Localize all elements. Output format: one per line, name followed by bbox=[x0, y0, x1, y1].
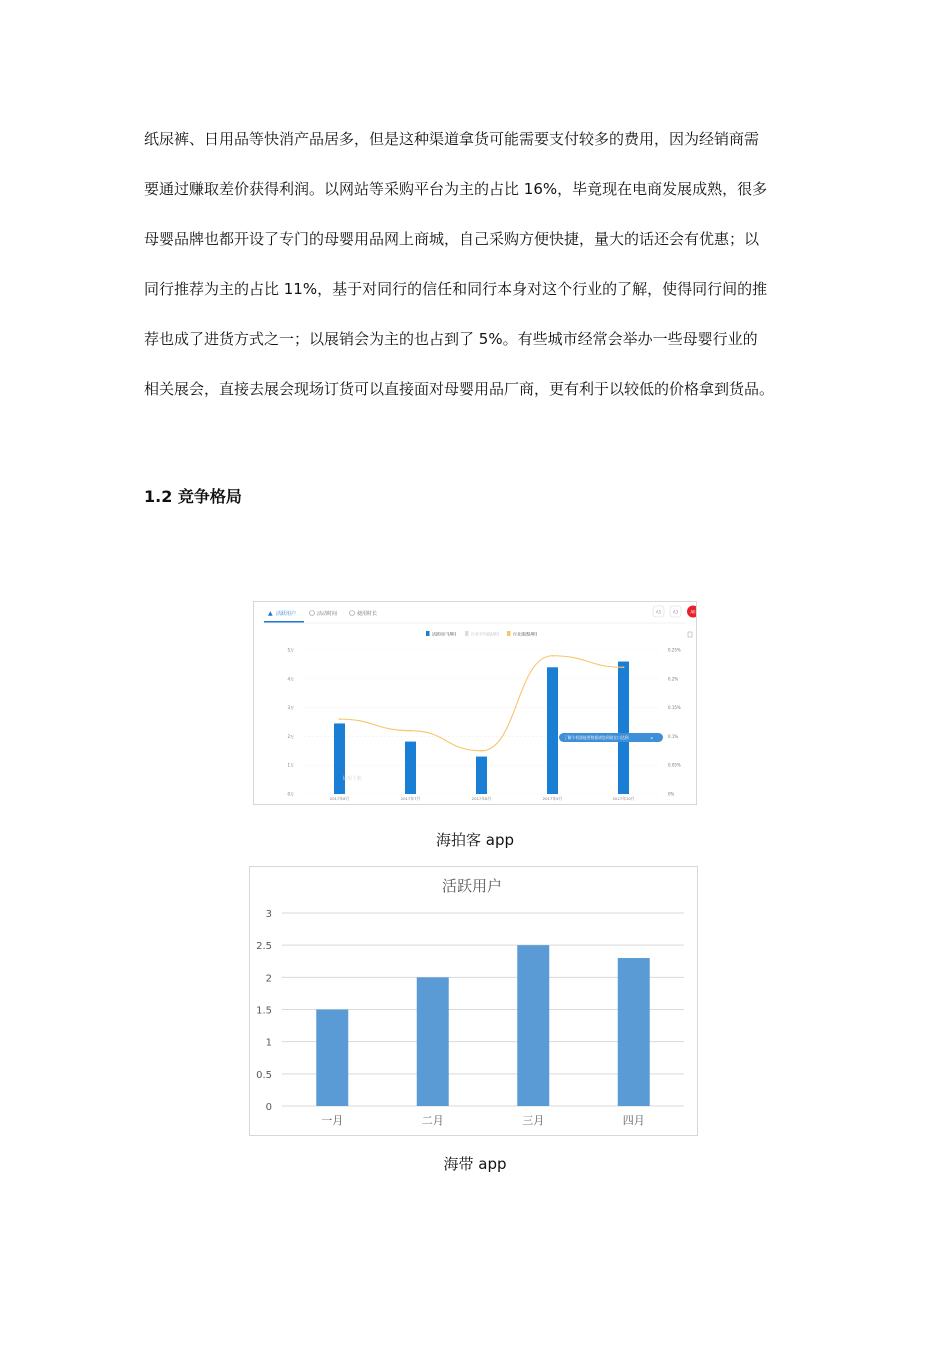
y-tick-label: 0 bbox=[265, 1102, 272, 1113]
x-tick-label: 2017年7月 bbox=[400, 796, 421, 801]
badge-a5-label: A5 bbox=[655, 609, 662, 615]
body-line: 同行推荐为主的占比 11%，基于对同行的信任和同行本身对这个行业的了解，使得同行间的推 bbox=[144, 280, 768, 298]
bar[interactable] bbox=[476, 757, 487, 794]
badge-a3-label: A3 bbox=[672, 609, 679, 615]
x-tick-label: 2017年8月 bbox=[471, 796, 492, 801]
bar[interactable] bbox=[618, 662, 629, 794]
y-tick-label: 1.5 bbox=[256, 1005, 272, 1017]
y-axis-ticks bbox=[287, 647, 294, 797]
legend-item-bar: 活跃用户(All) bbox=[432, 631, 457, 637]
download-icon[interactable] bbox=[688, 632, 692, 637]
tab-active-time[interactable]: 活动时间 bbox=[317, 611, 338, 617]
y2-axis-ticks bbox=[668, 648, 681, 797]
bar-series bbox=[316, 945, 650, 1106]
haidai-chart bbox=[250, 867, 697, 1135]
line-point[interactable] bbox=[410, 730, 412, 732]
bar[interactable] bbox=[417, 977, 449, 1106]
line-point[interactable] bbox=[623, 666, 625, 668]
bar[interactable] bbox=[316, 1010, 348, 1107]
y2-tick-label: 0.2% bbox=[668, 676, 679, 682]
body-line: 要通过赚取差价获得利润。以网站等采购平台为主的占比 16%，毕竟现在电商发展成熟，很多 bbox=[144, 180, 768, 198]
bar[interactable] bbox=[618, 958, 650, 1106]
y-tick-label: 4万 bbox=[287, 676, 294, 682]
haipaike-chart-figure bbox=[253, 601, 697, 805]
x-tick-label: 二月 bbox=[421, 1114, 444, 1127]
line-point[interactable] bbox=[339, 718, 341, 720]
y-tick-label: 1万 bbox=[287, 762, 294, 768]
x-tick-label: 一月 bbox=[321, 1114, 344, 1127]
y-tick-label: 0.5 bbox=[256, 1069, 272, 1081]
y-tick-label: 5万 bbox=[287, 647, 294, 653]
badge-all-label: All bbox=[690, 609, 696, 615]
x-tick-label: 四月 bbox=[622, 1114, 645, 1127]
tooltip-close-icon[interactable]: × bbox=[650, 735, 654, 741]
bar[interactable] bbox=[547, 667, 558, 794]
body-line: 母婴品牌也都开设了专门的母婴用品网上商城，自己采购方便快捷，量大的话还会有优惠；以 bbox=[144, 230, 760, 248]
y-axis-ticks bbox=[256, 909, 272, 1113]
y-tick-label: 2 bbox=[265, 973, 272, 985]
y2-tick-label: 0.15% bbox=[668, 705, 681, 711]
chart-tooltip bbox=[559, 733, 663, 742]
x-tick-label: 2017年6月 bbox=[329, 796, 350, 801]
y-tick-label: 1 bbox=[265, 1037, 272, 1049]
bar-series bbox=[334, 662, 629, 794]
y-tick-label: 0万 bbox=[287, 791, 294, 797]
line-point[interactable] bbox=[552, 655, 554, 657]
tab-usage-duration[interactable]: 使用时长 bbox=[357, 611, 378, 617]
y2-tick-label: 0% bbox=[668, 791, 675, 797]
x-tick-label: 2017年9月 bbox=[542, 796, 563, 801]
user-icon: ▲ bbox=[268, 610, 273, 617]
body-text bbox=[144, 114, 824, 414]
legend-swatch-bar bbox=[426, 631, 430, 636]
x-tick-label: 三月 bbox=[522, 1114, 545, 1127]
haidai-chart-figure bbox=[249, 866, 698, 1136]
legend-item-line: 行业渗透(All) bbox=[513, 631, 538, 637]
chart-title: 活跃用户 bbox=[441, 877, 503, 895]
y2-tick-label: 0.05% bbox=[668, 762, 681, 768]
x-tick-label: 2017年10月 bbox=[612, 796, 635, 801]
tab-active-users[interactable]: 活跃用户 bbox=[276, 611, 297, 617]
y-tick-label: 2万 bbox=[287, 733, 294, 739]
chart-tab-bar bbox=[264, 606, 696, 624]
haipaike-chart bbox=[254, 602, 696, 804]
tab-active-underline bbox=[264, 621, 304, 623]
body-line: 相关展会，直接去展会现场订货可以直接面对母婴用品厂商，更有利于以较低的价格拿到货品。 bbox=[144, 380, 775, 398]
legend-item-average: 行业平均值(All) bbox=[471, 631, 500, 637]
x-axis-ticks bbox=[330, 796, 635, 801]
legend-swatch-average bbox=[465, 631, 469, 636]
clock-icon bbox=[310, 611, 315, 616]
watermark: 易观千帆 bbox=[342, 776, 363, 782]
y2-tick-label: 0.25% bbox=[668, 647, 681, 653]
bar[interactable] bbox=[517, 945, 549, 1106]
y-tick-label: 3 bbox=[265, 909, 272, 920]
x-axis-ticks bbox=[321, 1114, 645, 1127]
line-point[interactable] bbox=[481, 750, 483, 752]
bar[interactable] bbox=[405, 742, 416, 794]
y2-tick-label: 0.1% bbox=[668, 733, 679, 739]
body-line: 荐也成了进货方式之一；以展销会为主的也占到了 5%。有些城市经常会举办一些母婴行业的 bbox=[144, 330, 758, 348]
tooltip-text: 了解个机器能要数据请您到就在口达到 bbox=[564, 735, 629, 740]
figure1-caption: 海拍客 app bbox=[435, 831, 514, 849]
bar[interactable] bbox=[334, 723, 345, 794]
timer-icon bbox=[350, 611, 355, 616]
section-heading: 1.2 竞争格局 bbox=[144, 487, 242, 506]
y-tick-label: 3万 bbox=[287, 705, 294, 711]
chart-legend bbox=[426, 631, 692, 638]
figure2-caption: 海带 app bbox=[443, 1155, 507, 1173]
y-tick-label: 2.5 bbox=[256, 941, 272, 953]
body-line: 纸尿裤、日用品等快消产品居多，但是这种渠道拿货可能需要支付较多的费用，因为经销商需 bbox=[144, 130, 760, 148]
legend-swatch-line bbox=[507, 631, 511, 636]
